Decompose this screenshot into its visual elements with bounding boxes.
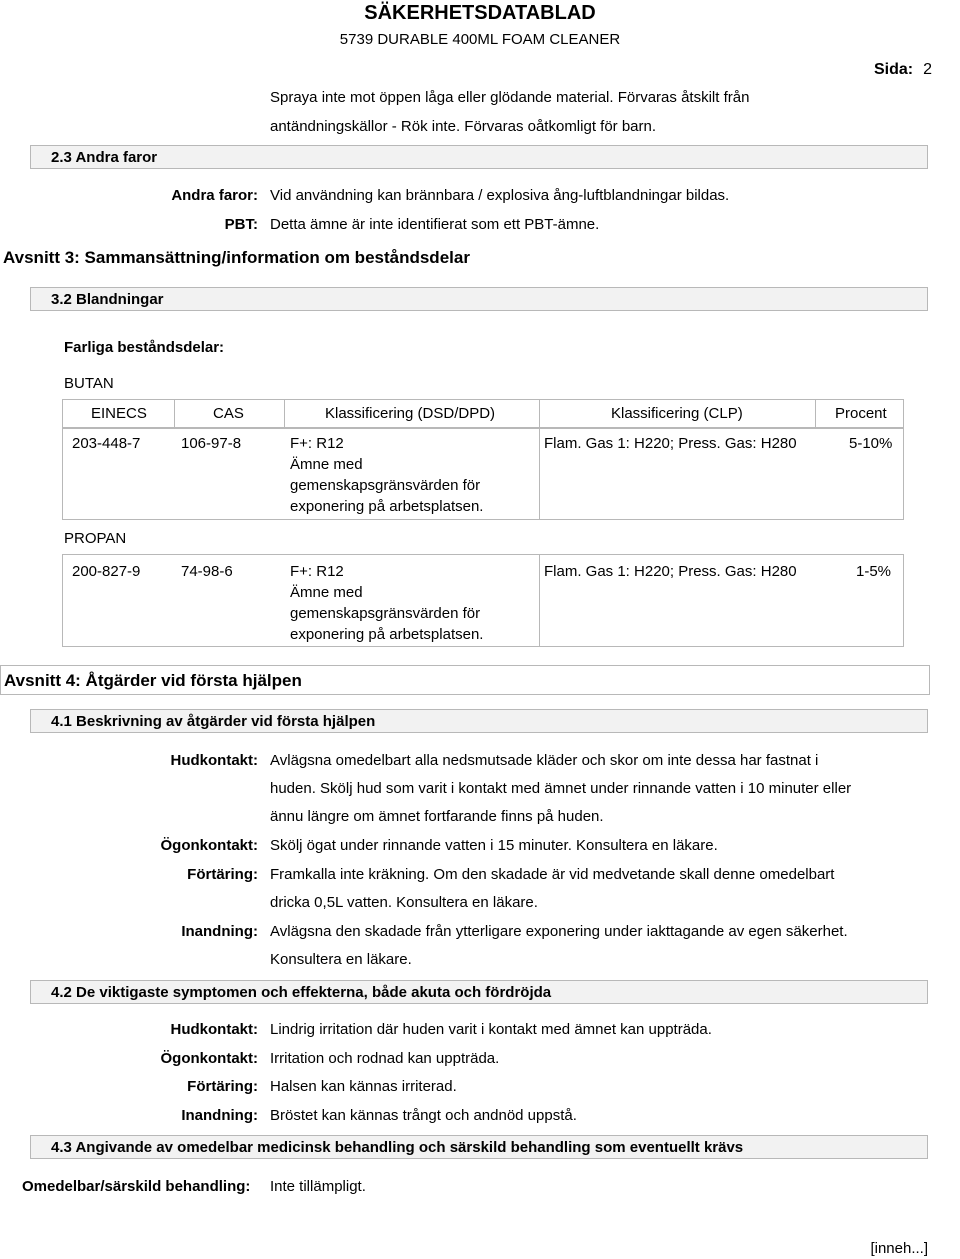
subsection-4-1-bar xyxy=(30,709,928,733)
section-4-bar xyxy=(0,665,930,695)
percent-value: 5-10% xyxy=(849,435,893,452)
symptom-ingestion-label: Förtäring: xyxy=(187,1078,258,1095)
storage-text-line-1: Spraya inte mot öppen låga eller glödande material. Förvaras åtskilt från xyxy=(270,89,750,106)
document-title: SÄKERHETSDATABLAD xyxy=(364,2,596,24)
subsection-4-2-title: 4.2 De viktigaste symptomen och effekterna, både akuta och fördröjda xyxy=(51,984,552,1001)
subsection-4-1-title: 4.1 Beskrivning av åtgärder vid första hjälpen xyxy=(51,713,376,730)
ingestion-line-1: Framkalla inte kräkning. Om den skadade är vid medvetande skall denne omedelbart xyxy=(270,866,835,883)
subsection-3-2-title: 3.2 Blandningar xyxy=(51,291,164,308)
clp-value: Flam. Gas 1: H220; Press. Gas: H280 xyxy=(544,563,797,580)
table-row xyxy=(62,427,904,520)
eye-contact-label: Ögonkontakt: xyxy=(160,837,258,854)
treatment-label: Omedelbar/särskild behandling: xyxy=(22,1178,251,1195)
symptom-inhalation-label: Inandning: xyxy=(181,1107,258,1124)
table-row xyxy=(62,554,904,647)
page-indicator xyxy=(874,61,932,79)
dsd-line-2: Ämne med xyxy=(290,456,363,473)
dsd-line-1: F+: R12 xyxy=(290,563,344,580)
symptom-skin-value: Lindrig irritation där huden varit i kontakt med ämnet kan uppträda. xyxy=(270,1021,712,1038)
continued-marker: [inneh...] xyxy=(870,1240,928,1257)
product-name: 5739 DURABLE 400ML FOAM CLEANER xyxy=(339,31,621,48)
eye-contact-line-1: Skölj ögat under rinnande vatten i 15 minuter. Konsultera en läkare. xyxy=(270,837,718,854)
einecs-value: 200-827-9 xyxy=(72,563,141,580)
symptom-ingestion-value: Halsen kan kännas irriterad. xyxy=(270,1078,457,1095)
subsection-4-3-title: 4.3 Angivande av omedelbar medicinsk behandling och särskild behandling som eventuellt krävs xyxy=(51,1139,744,1156)
cas-value: 106-97-8 xyxy=(181,435,242,452)
percent-value: 1-5% xyxy=(856,563,892,580)
dsd-line-3: gemenskapsgränsvärden för xyxy=(290,477,481,494)
col-clp: Klassificering (CLP) xyxy=(611,405,743,422)
skin-contact-line-2: huden. Skölj hud som varit i kontakt med ämnet under rinnande vatten i 10 minuter eller xyxy=(270,780,852,797)
pbt-value: Detta ämne är inte identifierat som ett PBT-ämne. xyxy=(270,216,600,233)
substance-name-propan: PROPAN xyxy=(64,530,127,547)
clp-value: Flam. Gas 1: H220; Press. Gas: H280 xyxy=(544,435,797,452)
page-label: Sida: xyxy=(873,61,914,78)
dsd-line-1: F+: R12 xyxy=(290,435,344,452)
ingestion-line-2: dricka 0,5L vatten. Konsultera en läkare. xyxy=(270,894,538,911)
cas-value: 74-98-6 xyxy=(181,563,233,580)
skin-contact-line-3: ännu längre om ämnet fortfarande finns på huden. xyxy=(270,808,604,825)
ingestion-label: Förtäring: xyxy=(187,866,258,883)
dsd-line-3: gemenskapsgränsvärden för xyxy=(290,605,481,622)
symptom-skin-label: Hudkontakt: xyxy=(170,1021,258,1038)
subsection-2-3-bar xyxy=(30,145,928,169)
dsd-line-4: exponering på arbetsplatsen. xyxy=(290,498,484,515)
inhalation-label: Inandning: xyxy=(181,923,258,940)
subsection-2-3-title: 2.3 Andra faror xyxy=(51,149,158,166)
symptom-inhalation-value: Bröstet kan kännas trångt och andnöd uppstå. xyxy=(270,1107,577,1124)
subsection-4-2-bar xyxy=(30,980,928,1004)
hazardous-components-label: Farliga beståndsdelar: xyxy=(64,339,225,356)
inhalation-line-2: Konsultera en läkare. xyxy=(270,951,412,968)
storage-text-line-2: antändningskällor - Rök inte. Förvaras oåtkomligt för barn. xyxy=(270,118,657,135)
pbt-label: PBT: xyxy=(224,216,258,233)
section-3-title: Avsnitt 3: Sammansättning/information om beståndsdelar xyxy=(3,248,470,267)
col-percent: Procent xyxy=(835,405,887,422)
einecs-value: 203-448-7 xyxy=(72,435,141,452)
col-dsd: Klassificering (DSD/DPD) xyxy=(325,405,496,422)
inhalation-line-1: Avlägsna den skadade från ytterligare exponering under iakttagande av egen säkerhet. xyxy=(270,923,848,940)
other-hazards-label: Andra faror: xyxy=(171,187,258,204)
substance-name-butan: BUTAN xyxy=(64,375,114,392)
subsection-4-3-bar xyxy=(30,1135,928,1159)
section-4-title: Avsnitt 4: Åtgärder vid första hjälpen xyxy=(4,671,302,690)
subsection-3-2-bar xyxy=(30,287,928,311)
col-cas: CAS xyxy=(213,405,244,422)
dsd-line-2: Ämne med xyxy=(290,584,363,601)
table-header xyxy=(62,399,904,429)
skin-contact-label: Hudkontakt: xyxy=(170,752,258,769)
dsd-line-4: exponering på arbetsplatsen. xyxy=(290,626,484,643)
page-number: 2 xyxy=(923,61,932,78)
col-einecs: EINECS xyxy=(91,405,147,422)
treatment-value: Inte tillämpligt. xyxy=(270,1178,366,1195)
symptom-eye-label: Ögonkontakt: xyxy=(160,1050,258,1067)
skin-contact-line-1: Avlägsna omedelbart alla nedsmutsade kläder och skor om inte dessa har fastnat i xyxy=(270,752,819,769)
other-hazards-value: Vid användning kan brännbara / explosiva ång-luftblandningar bildas. xyxy=(270,187,730,204)
symptom-eye-value: Irritation och rodnad kan uppträda. xyxy=(270,1050,500,1067)
